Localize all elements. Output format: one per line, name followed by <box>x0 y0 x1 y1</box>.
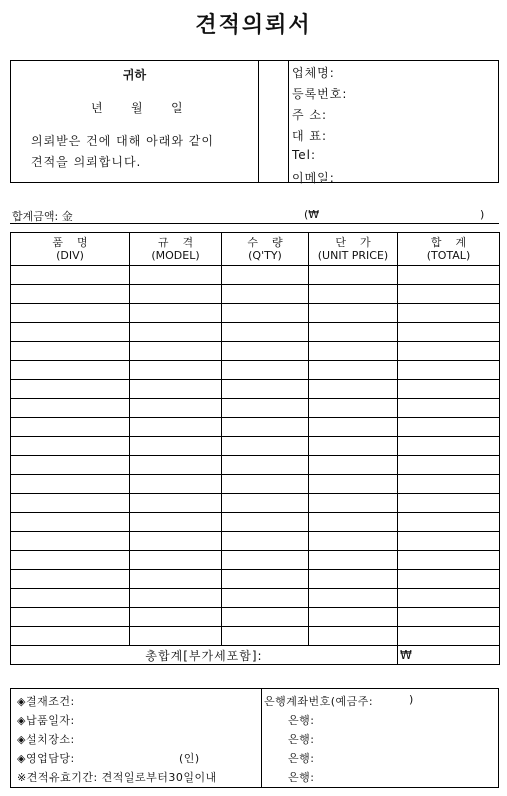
seal-mark: (인) <box>179 752 200 765</box>
model-cell[interactable] <box>130 494 222 513</box>
item-name-cell[interactable] <box>11 475 130 494</box>
unit-price-cell[interactable] <box>309 627 398 646</box>
model-cell[interactable] <box>130 399 222 418</box>
column-header-unit-price: 단 가 (UNIT PRICE) <box>309 233 398 266</box>
model-cell[interactable] <box>130 532 222 551</box>
line-total-cell[interactable] <box>398 399 500 418</box>
table-row <box>11 399 500 418</box>
model-cell[interactable] <box>130 589 222 608</box>
bank-account-title-close: ) <box>409 693 414 706</box>
unit-price-cell[interactable] <box>309 532 398 551</box>
item-name-cell[interactable] <box>11 266 130 285</box>
unit-price-cell[interactable] <box>309 418 398 437</box>
line-total-cell[interactable] <box>398 627 500 646</box>
recipient-label: 귀하 <box>122 68 147 82</box>
unit-price-cell[interactable] <box>309 589 398 608</box>
model-cell[interactable] <box>130 627 222 646</box>
item-name-cell[interactable] <box>11 608 130 627</box>
table-row <box>11 570 500 589</box>
bank-line-3: 은행: <box>288 752 315 765</box>
quantity-cell[interactable] <box>222 589 309 608</box>
unit-price-cell[interactable] <box>309 494 398 513</box>
line-total-cell[interactable] <box>398 456 500 475</box>
line-total-cell[interactable] <box>398 418 500 437</box>
registration-number-field: 등록번호: <box>292 87 348 101</box>
quantity-cell[interactable] <box>222 418 309 437</box>
table-row <box>11 475 500 494</box>
model-cell[interactable] <box>130 608 222 627</box>
line-total-cell[interactable] <box>398 285 500 304</box>
day-label: 일 <box>171 101 183 115</box>
bank-line-2: 은행: <box>288 733 315 746</box>
line-total-cell[interactable] <box>398 551 500 570</box>
quantity-cell[interactable] <box>222 304 309 323</box>
install-location-label: ◈설치장소: <box>17 733 75 746</box>
table-row <box>11 285 500 304</box>
line-total-cell[interactable] <box>398 361 500 380</box>
item-name-cell[interactable] <box>11 589 130 608</box>
table-row <box>11 323 500 342</box>
line-total-cell[interactable] <box>398 342 500 361</box>
line-total-cell[interactable] <box>398 437 500 456</box>
company-name-field: 업체명: <box>292 66 335 80</box>
header-spacer <box>259 61 289 182</box>
item-name-cell[interactable] <box>11 285 130 304</box>
model-cell[interactable] <box>130 418 222 437</box>
line-total-cell[interactable] <box>398 475 500 494</box>
unit-price-cell[interactable] <box>309 551 398 570</box>
quantity-cell[interactable] <box>222 513 309 532</box>
model-cell[interactable] <box>130 437 222 456</box>
unit-price-cell[interactable] <box>309 475 398 494</box>
quantity-cell[interactable] <box>222 494 309 513</box>
model-cell[interactable] <box>130 266 222 285</box>
table-row <box>11 342 500 361</box>
model-cell[interactable] <box>130 475 222 494</box>
quantity-cell[interactable] <box>222 475 309 494</box>
line-total-cell[interactable] <box>398 570 500 589</box>
bank-line-4: 은행: <box>288 771 315 784</box>
table-row <box>11 494 500 513</box>
unit-price-cell[interactable] <box>309 323 398 342</box>
line-total-cell[interactable] <box>398 380 500 399</box>
table-row <box>11 627 500 646</box>
column-header-div: 품 명 (DIV) <box>11 233 130 266</box>
quantity-cell[interactable] <box>222 342 309 361</box>
recipient-section <box>11 61 259 182</box>
table-row <box>11 456 500 475</box>
delivery-date-label: ◈납품일자: <box>17 714 75 727</box>
grand-total-currency: ₩ <box>398 646 500 665</box>
unit-price-cell[interactable] <box>309 456 398 475</box>
unit-price-cell[interactable] <box>309 570 398 589</box>
table-row <box>11 513 500 532</box>
quantity-cell[interactable] <box>222 399 309 418</box>
model-cell[interactable] <box>130 456 222 475</box>
tel-field: Tel: <box>292 148 317 162</box>
table-row <box>11 532 500 551</box>
unit-price-cell[interactable] <box>309 513 398 532</box>
model-cell[interactable] <box>130 570 222 589</box>
line-total-cell[interactable] <box>398 589 500 608</box>
model-cell[interactable] <box>130 285 222 304</box>
model-cell[interactable] <box>130 323 222 342</box>
page-title: 견적의뢰서 <box>195 13 312 38</box>
header-box <box>10 60 499 183</box>
address-field: 주 소: <box>292 108 328 122</box>
quantity-cell[interactable] <box>222 437 309 456</box>
unit-price-cell[interactable] <box>309 342 398 361</box>
item-name-cell[interactable] <box>11 342 130 361</box>
table-row <box>11 608 500 627</box>
table-row <box>11 380 500 399</box>
model-cell[interactable] <box>130 342 222 361</box>
request-text-line2: 견적을 의뢰합니다. <box>31 155 142 169</box>
payment-terms-label: ◈결재조건: <box>17 695 75 708</box>
representative-field: 대 표: <box>292 129 328 143</box>
item-name-cell[interactable] <box>11 627 130 646</box>
grand-total-label: 총합계[부가세포함]: <box>11 646 398 665</box>
quantity-cell[interactable] <box>222 361 309 380</box>
quantity-cell[interactable] <box>222 380 309 399</box>
table-row <box>11 437 500 456</box>
bank-line-1: 은행: <box>288 714 315 727</box>
model-cell[interactable] <box>130 551 222 570</box>
column-header-total: 합 계 (TOTAL) <box>398 233 500 266</box>
line-total-cell[interactable] <box>398 532 500 551</box>
model-cell[interactable] <box>130 361 222 380</box>
model-cell[interactable] <box>130 380 222 399</box>
table-row <box>11 361 500 380</box>
model-cell[interactable] <box>130 304 222 323</box>
item-name-cell[interactable] <box>11 418 130 437</box>
unit-price-cell[interactable] <box>309 399 398 418</box>
unit-price-cell[interactable] <box>309 380 398 399</box>
quote-items-table <box>10 232 500 665</box>
line-total-cell[interactable] <box>398 513 500 532</box>
total-amount-label: 합계금액: 金 <box>12 210 73 223</box>
quantity-cell[interactable] <box>222 266 309 285</box>
table-row <box>11 589 500 608</box>
item-name-cell[interactable] <box>11 551 130 570</box>
year-label: 년 <box>91 101 103 115</box>
item-name-cell[interactable] <box>11 361 130 380</box>
footer-divider <box>261 689 262 787</box>
unit-price-cell[interactable] <box>309 437 398 456</box>
request-text-line1: 의뢰받은 건에 대해 아래와 같이 <box>31 134 214 148</box>
column-header-model: 규 격 (MODEL) <box>130 233 222 266</box>
item-name-cell[interactable] <box>11 456 130 475</box>
item-name-cell[interactable] <box>11 323 130 342</box>
item-name-cell[interactable] <box>11 399 130 418</box>
total-amount-won-open: (₩ <box>304 208 320 221</box>
item-name-cell[interactable] <box>11 513 130 532</box>
item-name-cell[interactable] <box>11 494 130 513</box>
table-row <box>11 304 500 323</box>
column-header-qty: 수 량 (Q'TY) <box>222 233 309 266</box>
line-total-cell[interactable] <box>398 494 500 513</box>
table-header-row <box>11 233 500 266</box>
quantity-cell[interactable] <box>222 456 309 475</box>
unit-price-cell[interactable] <box>309 285 398 304</box>
line-total-cell[interactable] <box>398 266 500 285</box>
model-cell[interactable] <box>130 513 222 532</box>
table-row <box>11 551 500 570</box>
quantity-cell[interactable] <box>222 608 309 627</box>
unit-price-cell[interactable] <box>309 304 398 323</box>
line-total-cell[interactable] <box>398 608 500 627</box>
footer-box <box>10 688 499 788</box>
month-label: 월 <box>131 101 143 115</box>
email-field: 이메일: <box>292 171 335 185</box>
quantity-cell[interactable] <box>222 570 309 589</box>
item-name-cell[interactable] <box>11 570 130 589</box>
total-amount-won-close: ) <box>480 208 485 221</box>
unit-price-cell[interactable] <box>309 361 398 380</box>
quantity-cell[interactable] <box>222 532 309 551</box>
table-row <box>11 418 500 437</box>
quantity-cell[interactable] <box>222 551 309 570</box>
quantity-cell[interactable] <box>222 285 309 304</box>
quantity-cell[interactable] <box>222 627 309 646</box>
line-total-cell[interactable] <box>398 304 500 323</box>
item-name-cell[interactable] <box>11 380 130 399</box>
unit-price-cell[interactable] <box>309 266 398 285</box>
grand-total-row <box>11 646 500 665</box>
company-info-section <box>290 61 498 185</box>
line-total-cell[interactable] <box>398 323 500 342</box>
item-name-cell[interactable] <box>11 532 130 551</box>
table-row <box>11 266 500 285</box>
item-name-cell[interactable] <box>11 437 130 456</box>
item-name-cell[interactable] <box>11 304 130 323</box>
bank-account-title: 은행계좌번호(예금주: <box>264 695 374 708</box>
quantity-cell[interactable] <box>222 323 309 342</box>
quote-validity-label: ※견적유효기간: 견적일로부터30일이내 <box>17 771 217 784</box>
unit-price-cell[interactable] <box>309 608 398 627</box>
total-amount-line <box>10 208 499 224</box>
sales-rep-label: ◈영업담당: <box>17 752 75 765</box>
